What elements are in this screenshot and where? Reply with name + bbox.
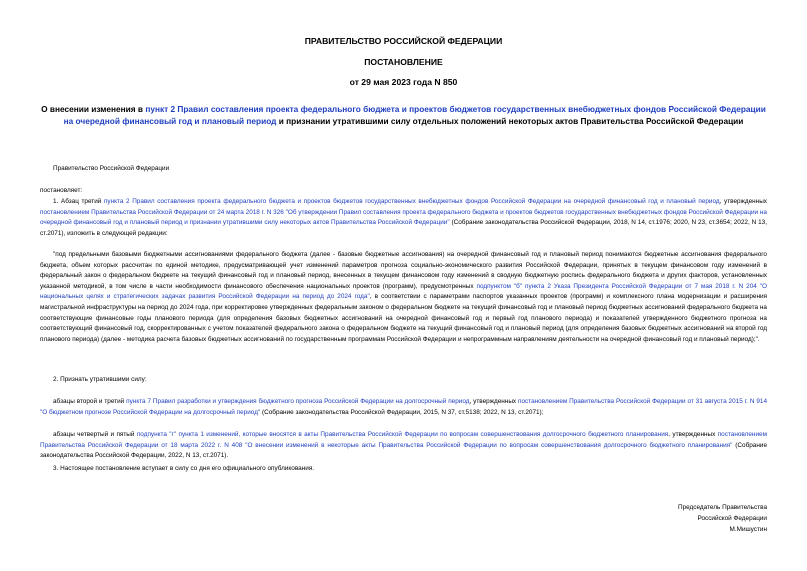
- document-link[interactable]: подпунктом "б" пункта 2 Указа Президента Российской Федерации от 7 мая 2018 г. N 204 "О национальных целях и стратегических задачах развития Российской Федерации на период до 2024 года": [40, 282, 767, 301]
- paragraph-text: (Собрание законодательства Российской Федерации, 2022, N 13, ст.2071).: [40, 441, 767, 460]
- paragraph-text: абзацы четвертый и пятый: [53, 431, 137, 438]
- document-date-number: от 29 мая 2023 года N 850: [349, 77, 458, 87]
- paragraph-text: 1. Абзац третий: [53, 198, 104, 205]
- title-text: О внесении изменения в: [41, 104, 146, 114]
- title-link[interactable]: пункт 2 Правил составления проекта федерального бюджета и проектов бюджетов государственных внебюджетных фондов Российской Федерации на очередной финансовый год и плановый период: [63, 104, 766, 126]
- document-link[interactable]: пункта 7 Правил разработки и утверждения бюджетного прогноза Российской Федерации на долгосрочный период: [126, 398, 470, 405]
- paragraph-text: "под предельными базовыми бюджетными ассигнованиями федерального бюджета (далее - базовые бюджетные ассигнования) на очередной финансовый год и плановый период понимаются бюджетные ассигнования федерального бюджета, объем которых рассчитан по единой методике, предусматривающей учет изменений параметров прогноза социально-экономического развития Российской Федерации, принятых в текущем финансовом году изменений в федеральный закон о федеральном бюджете на текущий финансовый год и плановый период, внесенных в текущем финансовом году изменений в сводную бюджетную роспись федерального бюджета и других факторов, установленных указанной методикой, в том числе в части необходимости финансового обеспечения национальных проектов (программ), предусмотренных: [40, 251, 767, 290]
- paragraph-text: (Собрание законодательства Российской Федерации, 2015, N 37, ст.5138; 2022, N 13, ст.2071);: [260, 408, 544, 416]
- document-link[interactable]: постановлением Правительства Российской Федерации от 18 марта 2022 г. N 408 "О внесении изменений в некоторые акты Правительства Российской Федерации по вопросам совершенствования долгосрочного бюджетного планирования": [40, 431, 767, 449]
- paragraph-text: (Собрание законодательства Российской Федерации, 2018, N 14, ст.1976; 2020, N 23, ст.3654; 2022, N 13, ст.2071), изложить в следующей редакции:: [40, 219, 767, 237]
- signature-name: М.Мишустин: [729, 526, 767, 533]
- paragraph-text: , утвержденных: [719, 198, 767, 205]
- document-link[interactable]: подпункта "г" пункта 1 изменений, которые вносятся в акты Правительства Российской Федерации по вопросам совершенствования долгосрочного бюджетного планирования: [136, 431, 669, 438]
- document-title: [40, 103, 767, 127]
- decree-line: постановляет:: [40, 187, 83, 194]
- title-text: и признании утратившими силу отдельных положений некоторых актов Правительства Российской Федерации: [276, 116, 744, 126]
- signature-body: Российской Федерации: [697, 515, 767, 522]
- paragraph-text: , в соответствии с параметрами паспортов указанных проектов (программ) и комплексного плана модернизации и расширения магистральной инфраструктуры на период до 2024 года, при корректировке утвержденных федеральным законом о федеральном бюджете на текущий финансовый год и плановый период бюджетных ассигнований федерального бюджета на соответствующие финансовые годы планового периода (для определения базовых бюджетных ассигнований на очередной финансовый год и первый год планового периода) и показателей утвержденного бюджетного прогноза на соответствующий финансовый год, скорректированных с учетом показателей федерального закона о федеральном бюджете на текущий финансовый год и плановый период (для определения базовых бюджетных ассигнований на второй год планового периода) (далее - методика расчета базовых бюджетных ассигнований по государственным программам Российской Федерации и непрограммным направлениям деятельности на очередной финансовый год и плановый период);".: [40, 293, 768, 343]
- document-link[interactable]: постановлением Правительства Российской Федерации от 24 марта 2018 г. N 326 "Об утверждении Правил составления проекта федерального бюджета и проектов бюджетов государственных внебюджетных фондов Российской Федерации на очередной финансовый год и плановый период и признании утратившими силу некоторых актов Правительства Российской Федерации": [40, 208, 767, 227]
- government-heading: ПРАВИТЕЛЬСТВО РОССИЙСКОЙ ФЕДЕРАЦИИ: [304, 36, 503, 46]
- signature-block: [678, 502, 767, 535]
- paragraph-3: 3. Настоящее постановление вступает в силу со дня его официального опубликования.: [53, 465, 315, 472]
- paragraph-text: , утвержденных: [469, 398, 518, 405]
- paragraph-1: [40, 197, 767, 239]
- paragraph-2: 2. Признать утратившими силу:: [53, 376, 147, 383]
- paragraph-2b: [40, 430, 767, 462]
- paragraph-2a: [40, 397, 767, 418]
- document-type: ПОСТАНОВЛЕНИЕ: [364, 57, 443, 67]
- paragraph-text: , утвержденных: [668, 431, 718, 438]
- document-link[interactable]: постановлением Правительства Российской Федерации от 31 августа 2015 г. N 914 "О бюджетном прогнозе Российской Федерации на долгосрочный период": [40, 398, 767, 416]
- signature-position: Председатель Правительства: [678, 504, 767, 511]
- paragraph-text: абзацы второй и третий: [53, 398, 127, 405]
- document-link[interactable]: пункта 2 Правил составления проекта федерального бюджета и проектов бюджетов государственных внебюджетных фондов Российской Федерации на очередной финансовый год и плановый период: [103, 198, 720, 205]
- authority-line: Правительство Российской Федерации: [53, 165, 170, 172]
- quoted-paragraph: [40, 250, 767, 345]
